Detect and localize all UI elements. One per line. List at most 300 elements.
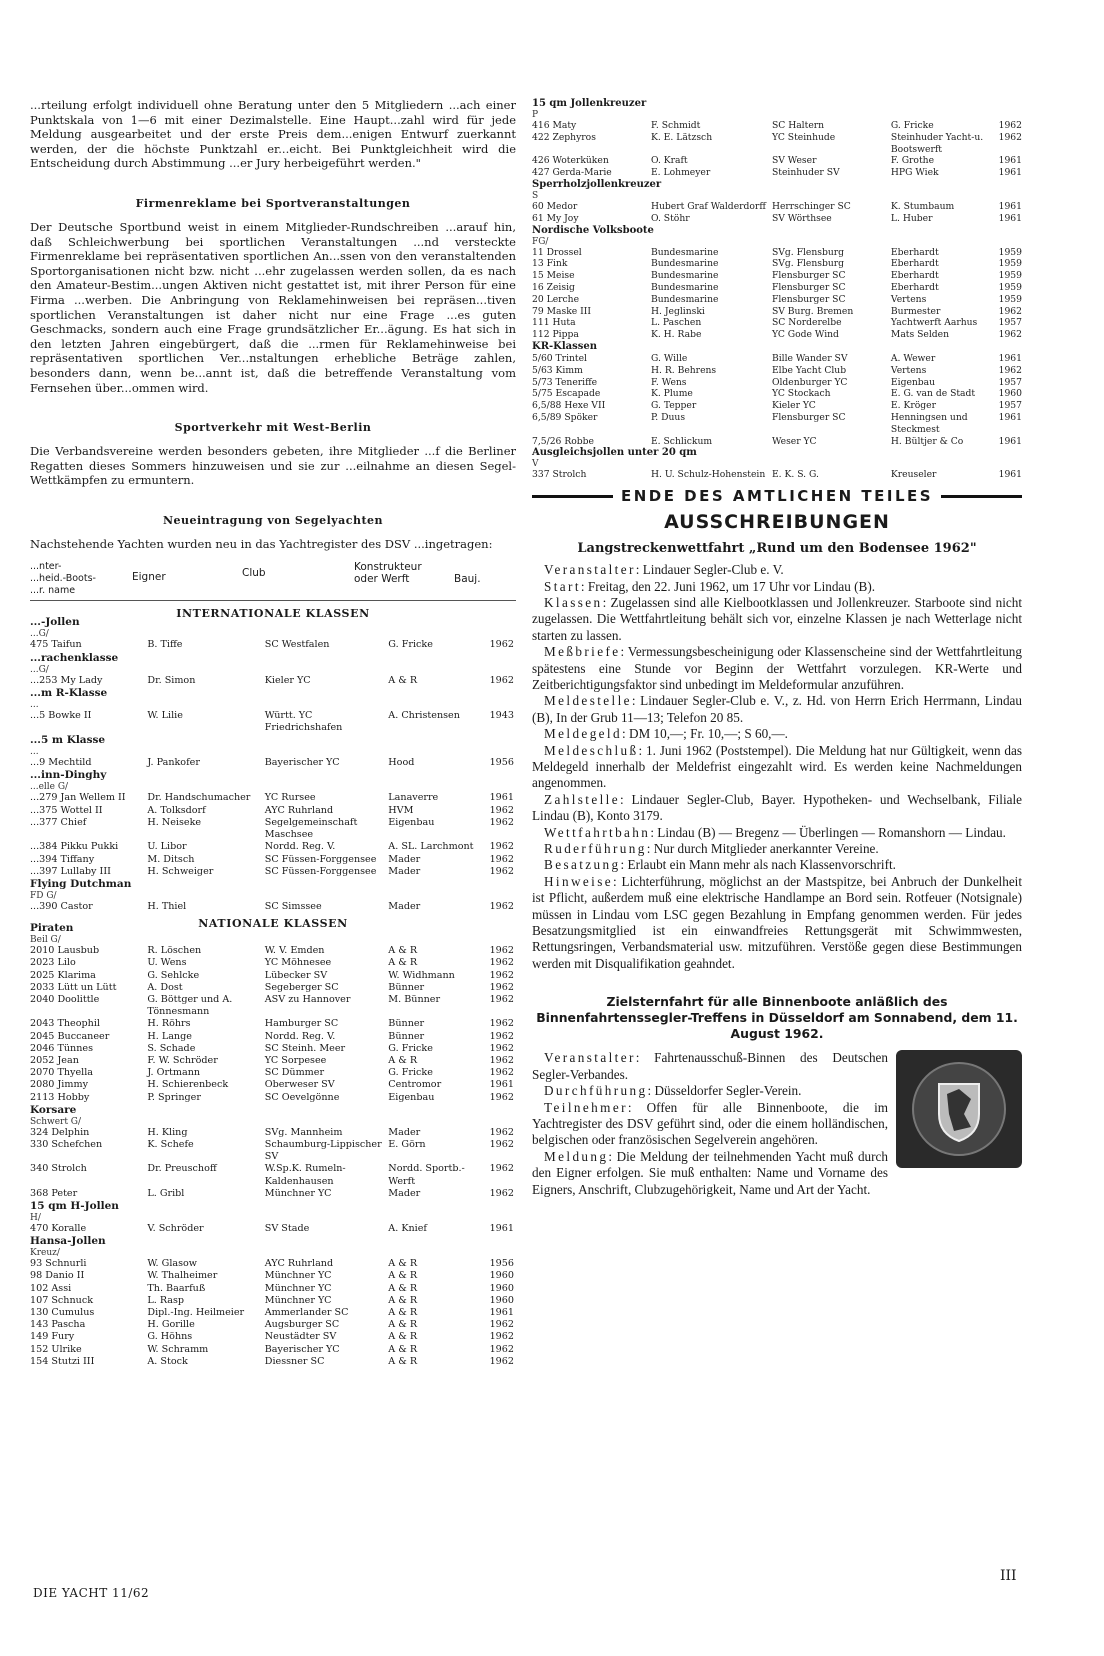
end-official-banner (532, 487, 1022, 505)
cell-year: 1959 (998, 293, 1022, 305)
section-title-berlin: Sportverkehr mit West-Berlin (174, 421, 372, 435)
table-row (30, 1055, 516, 1067)
announcement-zielsternfahrt-title: Zielsternfahrt für alle Binnenboote anläßlich des Binnenfahrtenssegler-Treffens in Düsseldorf am Sonnabend, dem 11. August 1962. (536, 994, 1018, 1042)
cell-owner: A. Stock (147, 1355, 188, 1367)
section-text-firmenreklame: Der Deutsche Sportbund weist in einem Mitglieder-Rundschreiben ...arauf hin, daß Schleichwerbung bei sportlichen Veranstaltungen ...nd versteckte Firmenreklame bei repräsentativen sportlichen An...ssen von den veranstaltenden Sportorganisationen nicht bzw. nicht ...ehr zugelassen werden sollen, da es nach den Amateur-Bestim...ungen Aktiven nicht gestattet ist, mit ihrer Person für eine Firma ...werben. Die Anbringung von Reklamehinweisen bei repräsen...tiven sportlichen Veranstaltungen ist daher nicht nur eine Frage ...es guten Geschmacks, sondern auch eine Frage grundsätzlicher Er...ägung. Es hat sich in den letzten Jahren eingebürgert, daß die ...rmen für Reklamehinweise bei repräsentativen sportlichen Ver...nstaltungen erhebliche Beträge zahlen, besonders dann, wenn be...annt ist, daß die betreffende Veranstaltung vom Fernsehen über...ommen wird. (30, 219, 516, 395)
footer-issue: DIE YACHT 11/62 (33, 1586, 150, 1600)
table-row (30, 1139, 516, 1163)
table-row (30, 805, 516, 817)
item-text: : Lindau (B) — Bregenz — Überlingen — Romanshorn — Lindau. (650, 824, 1006, 840)
cell-boat: 2033 Lütt un Lütt (30, 981, 117, 993)
cell-builder: Eberhardt (890, 258, 939, 270)
cell-boat: 2043 Theophil (30, 1018, 100, 1030)
cell-year: 1959 (998, 281, 1022, 293)
cell-club: SV Weser (771, 155, 817, 167)
cell-boat: ...5 Bowke II (30, 709, 92, 721)
cell-club: Nordd. Reg. V. (264, 1030, 336, 1042)
yacht-rows-table (532, 201, 1022, 225)
cell-boat: 2052 Jean (30, 1054, 79, 1066)
header-divider (30, 600, 516, 601)
cell-club: Flensburger SC (771, 411, 846, 423)
cell-club: SVg. Flensburg (771, 258, 845, 270)
cell-boat: 324 Delphin (30, 1126, 90, 1138)
cell-boat: 475 Taifun (30, 639, 82, 651)
cell-boat: 422 Zephyros (532, 131, 596, 143)
cell-club: SC Oevelgönne (264, 1091, 340, 1103)
cell-club: SV Burg. Bremen (771, 305, 854, 317)
item-text: : Offen für alle Binnenboote, die im Yachtregister des DSV geführt sind, oder die einem holländischen, belgischen oder französischen Segelverein angehören. (532, 1099, 888, 1148)
cell-boat: ...279 Jan Wellem II (30, 792, 126, 804)
yacht-rows-table (30, 792, 516, 877)
announcement-item (532, 792, 1022, 825)
cell-club: Münchner YC (264, 1270, 332, 1282)
cell-owner: P. Duus (650, 411, 686, 423)
table-row (30, 1356, 516, 1368)
cell-club: Württ. YC Friedrichshafen (264, 709, 343, 734)
cell-boat: 2010 Lausbub (30, 945, 100, 957)
announcement-item (532, 874, 1022, 972)
cell-owner: H. Kling (147, 1126, 188, 1138)
cell-builder: G. Fricke (388, 1042, 433, 1054)
cell-year: 1962 (489, 981, 514, 993)
cell-boat: 107 Schnuck (30, 1294, 94, 1306)
class-sail-mark: P (532, 110, 539, 120)
cell-owner: H. Jeglinski (650, 305, 705, 317)
table-row (30, 982, 516, 994)
cell-year: 1962 (489, 841, 514, 853)
cell-year: 1962 (489, 1163, 514, 1175)
end-official-text: ENDE DES AMTLICHEN TEILES (620, 487, 934, 506)
cell-owner: U. Libor (147, 841, 187, 853)
yacht-rows-table (30, 710, 516, 734)
cell-builder: Centromor (388, 1079, 442, 1091)
cell-owner: A. Dost (147, 981, 183, 993)
table-row (532, 247, 1022, 259)
natl-classes-list (30, 922, 516, 1368)
cell-club: Münchner YC (264, 1294, 332, 1306)
cell-club: Oldenburger YC (771, 376, 848, 388)
cell-builder: Yachtwerft Aarhus (890, 317, 978, 329)
cell-builder: Vertens (890, 364, 927, 376)
cell-year: 1962 (998, 329, 1022, 341)
cell-owner: H. Lange (147, 1030, 192, 1042)
item-text: : Lindauer Segler-Club e. V., z. Hd. von Herrn Erich Herrmann, Lindau (B), In der Grub 11—13; Telefon 20 85. (532, 693, 1022, 725)
cell-builder: A & R (388, 1258, 418, 1270)
cell-year: 1961 (489, 792, 514, 804)
cell-owner: W. Thalheimer (147, 1270, 218, 1282)
cell-boat: 20 Lerche (532, 293, 580, 305)
cell-builder: L. Huber (890, 212, 933, 224)
cell-year: 1962 (489, 1030, 514, 1042)
cell-owner: G. Sehlcke (147, 969, 200, 981)
right-yacht-list (532, 98, 1022, 481)
table-row (532, 282, 1022, 294)
cell-builder: A & R (388, 1270, 418, 1282)
shield-icon (909, 1059, 1009, 1159)
cell-year: 1962 (489, 1331, 514, 1343)
class-heading: Korsare (30, 1103, 77, 1116)
yacht-table-header (30, 561, 516, 597)
cell-year: 1957 (998, 400, 1022, 412)
table-row (532, 270, 1022, 282)
class-sail-mark: ...elle G/ (30, 782, 69, 793)
table-row (30, 866, 516, 878)
cell-owner: R. Löschen (147, 945, 202, 957)
cell-club: Bayerischer YC (264, 1343, 340, 1355)
class-heading: ...rachenklasse (30, 651, 119, 664)
cell-owner: V. Schröder (147, 1222, 204, 1234)
cell-builder: A & R (388, 1306, 418, 1318)
table-row (30, 901, 516, 913)
cell-builder: Eberhardt (890, 246, 939, 258)
cell-year: 1956 (489, 1258, 514, 1270)
yacht-rows-table (532, 353, 1022, 447)
item-text: : Düsseldorfer Segler-Verein. (647, 1083, 802, 1099)
right-column (532, 98, 1022, 1198)
cell-boat: 416 Maty (532, 120, 577, 131)
cell-club: Elbe Yacht Club (771, 364, 847, 376)
cell-owner: Dr. Preuschoff (147, 1163, 217, 1175)
cell-club: Bille Wander SV (771, 352, 848, 364)
cell-club: SC Füssen-Forggensee (264, 865, 377, 877)
class-sail-mark: ... (30, 699, 39, 710)
cell-owner: H. Schweiger (147, 865, 214, 877)
cell-club: YC Möhnesee (264, 957, 332, 969)
cell-builder: E. Kröger (890, 400, 936, 412)
item-text: : Lindauer Segler-Club e. V. (635, 562, 784, 578)
announcement-item (532, 644, 1022, 693)
cell-owner: Dr. Simon (147, 674, 196, 686)
table-row (30, 675, 516, 687)
cell-builder: E. G. van de Stadt (890, 388, 976, 400)
announcement-item (532, 841, 1022, 857)
class-heading: Piraten (30, 922, 74, 935)
cell-boat: ...253 My Lady (30, 674, 103, 686)
cell-year: 1957 (998, 376, 1022, 388)
cell-club: SVg. Flensburg (771, 246, 845, 258)
header-boat-name: ...nter- ...heid.-Boots- ...r. name (30, 561, 96, 597)
cell-year: 1962 (489, 1126, 514, 1138)
cell-club: Weser YC (771, 435, 817, 447)
cell-owner: Bundesmarine (650, 258, 719, 270)
banner-line-left (532, 495, 613, 498)
cell-year: 1962 (489, 969, 514, 981)
class-sail-mark: FG/ (532, 236, 549, 247)
table-row (532, 365, 1022, 377)
table-row (30, 710, 516, 734)
cell-club: Flensburger SC (771, 293, 846, 305)
cell-boat: 111 Huta (532, 317, 576, 329)
item-text: : Die Meldung der teilnehmenden Yacht muß durch den Eigner erfolgen. Sie muß enthalten: Name und Vorname des Eigners, Anschrift, Clubzugehörigkeit, Name und Art der Yacht. (532, 1148, 888, 1197)
announcement-item (532, 562, 1022, 578)
cell-year: 1962 (489, 853, 514, 865)
cell-year: 1962 (998, 364, 1022, 376)
cell-club: Flensburger SC (771, 270, 846, 282)
cell-year: 1959 (998, 258, 1022, 270)
cell-owner: F. Wens (650, 376, 687, 388)
yacht-rows-table (532, 247, 1022, 341)
cell-year: 1943 (489, 709, 514, 721)
cell-builder: Eigenbau (388, 1091, 435, 1103)
announcement-item (532, 825, 1022, 841)
item-label: Durchführung (544, 1083, 648, 1099)
item-label: Klassen (544, 594, 603, 610)
cell-boat: 2025 Klarima (30, 969, 96, 981)
cell-owner: K. Schefe (147, 1138, 194, 1150)
class-heading: 15 qm H-Jollen (30, 1199, 119, 1212)
cell-boat: ...394 Tiffany (30, 853, 95, 865)
table-row (30, 1344, 516, 1356)
class-sail-mark: V (532, 459, 539, 470)
yacht-rows-table (30, 1223, 516, 1235)
item-text: : Erlaubt ein Mann mehr als nach Klassenvorschrift. (620, 857, 896, 873)
table-row (30, 841, 516, 853)
header-year: Bauj. (454, 573, 481, 586)
cell-year: 1962 (489, 900, 514, 912)
cell-year: 1961 (998, 469, 1022, 481)
cell-boat: 61 My Joy (532, 212, 579, 224)
cell-owner: L. Paschen (650, 317, 702, 329)
section-text-berlin: Die Verbandsvereine werden besonders gebeten, ihre Mitglieder ...f die Berliner Regatten dieses Sommers hinzuweisen und sie zur ...eilnahme an diesen Segel-Wettkämpfen zu ermuntern. (30, 444, 516, 488)
yacht-rows-table (30, 1258, 516, 1368)
cell-club: Oberweser SV (264, 1079, 335, 1091)
intro-paragraph: ...rteilung erfolgt individuell ohne Beratung unter den 5 Mitgliedern ...ach einer Punktskala von 1—6 mit einer Dezimalstelle. Eine Haupt...zahl wird für jede Meldung ausgearbeitet und der erste Preis dem...enigen Entwurf zuerkannt werden, der die höchste Punktzahl er...eicht. Bei Punktgleichheit wird die Entscheidung durch Abstimmung ...er Jury herbeigeführt werden." (30, 98, 516, 171)
cell-builder: A. SL. Larchmont (388, 841, 474, 853)
cell-owner: L. Rasp (147, 1294, 185, 1306)
cell-club: YC Steinhude (771, 131, 836, 143)
cell-boat: 6,5/89 Spöker (532, 411, 598, 423)
class-heading: 15 qm Jollenkreuzer (532, 98, 647, 109)
cell-owner: W. Schramm (147, 1343, 209, 1355)
cell-boat: 368 Peter (30, 1187, 78, 1199)
cell-builder: H. Bültjer & Co (890, 435, 964, 447)
cell-boat: 2045 Buccaneer (30, 1030, 110, 1042)
cell-club: AYC Ruhrland (264, 804, 334, 816)
item-label: Start (544, 578, 581, 594)
table-row (30, 1283, 516, 1295)
cell-boat: 2080 Jimmy (30, 1079, 88, 1091)
table-row (30, 945, 516, 957)
cell-year: 1959 (998, 246, 1022, 258)
item-label: Teilnehmer (544, 1099, 628, 1115)
cell-owner: K. Plume (650, 388, 693, 400)
cell-builder: A & R (388, 1054, 418, 1066)
item-label: Wettfahrtbahn (544, 824, 651, 840)
cell-boat: 149 Fury (30, 1331, 75, 1343)
table-row (30, 1307, 516, 1319)
cell-club: YC Stockach (771, 388, 831, 400)
cell-year: 1961 (998, 411, 1022, 423)
cell-owner: J. Ortmann (147, 1067, 201, 1079)
cell-builder: Mader (388, 865, 421, 877)
cell-club: Neustädter SV (264, 1331, 337, 1343)
club-emblem-image (896, 1050, 1022, 1168)
cell-year: 1962 (489, 957, 514, 969)
cell-year: 1957 (998, 317, 1022, 329)
cell-owner: K. H. Rabe (650, 329, 702, 341)
cell-year: 1962 (998, 120, 1022, 131)
cell-builder: Eigenbau (890, 376, 936, 388)
cell-club: SVg. Mannheim (264, 1126, 343, 1138)
cell-owner: J. Pankofer (147, 757, 200, 769)
cell-builder: Bünner (388, 1030, 425, 1042)
item-text: : Nur durch Mitglieder anerkannter Vereine. (646, 841, 879, 857)
table-row (532, 400, 1022, 412)
cell-owner: O. Kraft (650, 155, 688, 167)
cell-year: 1962 (489, 1355, 514, 1367)
cell-boat: 5/75 Escapade (532, 388, 601, 400)
cell-owner: F. W. Schröder (147, 1054, 218, 1066)
cell-boat: ...377 Chief (30, 816, 87, 828)
item-label: Besatzung (544, 857, 621, 873)
table-row (30, 792, 516, 804)
cell-owner: Dipl.-Ing. Heilmeier (147, 1306, 245, 1318)
cell-owner: B. Tiffe (147, 639, 183, 651)
item-label: Veranstalter (544, 1050, 636, 1066)
cell-boat: 112 Pippa (532, 329, 579, 341)
cell-builder: E. Görn (388, 1138, 426, 1150)
class-heading: ...5 m Klasse (30, 734, 106, 747)
table-row (532, 155, 1022, 167)
cell-club: SC Westfalen (264, 639, 330, 651)
left-column (30, 98, 516, 1368)
class-heading: Nordische Volksboote (532, 224, 654, 236)
yacht-rows-table (30, 901, 516, 913)
yacht-rows-table (30, 639, 516, 651)
cell-owner: A. Tolksdorf (147, 804, 206, 816)
cell-year: 1961 (998, 435, 1022, 447)
cell-year: 1961 (998, 352, 1022, 364)
cell-boat: 98 Danio II (30, 1270, 85, 1282)
table-row (532, 329, 1022, 341)
cell-club: Schaumburg-Lippischer SV (264, 1138, 382, 1163)
item-label: Ruderführung (544, 841, 647, 857)
announcement-bodensee-title: Langstreckenwettfahrt „Rund um den Bodensee 1962" (577, 541, 977, 557)
cell-builder: Mader (388, 1187, 421, 1199)
cell-year: 1962 (489, 1343, 514, 1355)
cell-club: W. V. Emden (264, 945, 325, 957)
cell-boat: 7,5/26 Robbe (532, 435, 594, 447)
cell-builder: Kreuseler (890, 469, 937, 481)
cell-year: 1962 (489, 993, 514, 1005)
item-label: Meldung (544, 1148, 609, 1164)
cell-builder: G. Fricke (388, 639, 433, 651)
ausschreibungen-heading: AUSSCHREIBUNGEN (664, 511, 890, 534)
cell-boat: 426 Woterküken (532, 155, 609, 167)
cell-year: 1960 (489, 1270, 514, 1282)
table-row (30, 994, 516, 1018)
cell-year: 1962 (489, 1138, 514, 1150)
cell-year: 1961 (998, 155, 1022, 167)
cell-club: SC Haltern (771, 120, 825, 131)
cell-year: 1962 (489, 639, 514, 651)
cell-builder: A. Christensen (388, 709, 460, 721)
cell-boat: 2070 Thyella (30, 1067, 93, 1079)
cell-club: Augsburger SC (264, 1319, 340, 1331)
cell-club: SC Füssen-Forggensee (264, 853, 377, 865)
cell-boat: 102 Assi (30, 1282, 72, 1294)
table-row (30, 1331, 516, 1343)
cell-owner: Th. Baarfuß (147, 1282, 206, 1294)
cell-builder: HPG Wiek (890, 167, 939, 179)
cell-year: 1962 (489, 1187, 514, 1199)
table-row (30, 854, 516, 866)
cell-year: 1962 (998, 305, 1022, 317)
cell-boat: 11 Drossel (532, 246, 582, 258)
cell-boat: 16 Zeisig (532, 281, 575, 293)
table-row (532, 388, 1022, 400)
cell-builder: A & R (388, 1331, 418, 1343)
cell-owner: W. Lilie (147, 709, 183, 721)
cell-builder: Mader (388, 1126, 421, 1138)
cell-owner: G. Höhns (147, 1331, 193, 1343)
table-row (30, 1079, 516, 1091)
cell-owner: H. Röhrs (147, 1018, 191, 1030)
table-row (532, 377, 1022, 389)
cell-year: 1962 (489, 1067, 514, 1079)
cell-builder: G. Fricke (388, 1067, 433, 1079)
section-title-firmenreklame: Firmenreklame bei Sportveranstaltungen (135, 196, 411, 210)
cell-builder: A. Wewer (890, 352, 936, 364)
cell-builder: Mader (388, 853, 421, 865)
cell-owner: Bundesmarine (650, 270, 719, 282)
item-text: : 1. Juni 1962 (Poststempel). Die Meldung hat nur Gültigkeit, wenn das Meldegeld innerhalb der Meldefrist eingezahlt wird. Es werden keine Nachmeldungen angenommen. (532, 742, 1022, 791)
cell-club: SV Stade (264, 1222, 310, 1234)
cell-boat: 13 Fink (532, 258, 568, 270)
cell-boat: 152 Ulrike (30, 1343, 82, 1355)
cell-boat: 337 Strolch (532, 469, 587, 481)
cell-owner: Bundesmarine (650, 246, 719, 258)
cell-owner: Bundesmarine (650, 281, 719, 293)
cell-club: SC Simssee (264, 900, 322, 912)
item-text: : Vermessungsbescheinigung oder Klassenscheine sind der Wettfahrtleitung spätestens eine Stunde vor Beginn der Wettfahrt vorzulegen. KR-Werte und Zeitberichtigungsfaktor sind unbedingt im Meldeformular anzuführen. (532, 644, 1022, 692)
cell-owner: L. Gribl (147, 1187, 185, 1199)
cell-club: Münchner YC (264, 1282, 332, 1294)
cell-builder: A & R (388, 674, 418, 686)
table-row (532, 213, 1022, 225)
cell-club: Segeberger SC (264, 981, 339, 993)
cell-builder: Henningsen und Steckmest (890, 411, 968, 435)
cell-builder: Nordd. Sportb.-Werft (388, 1163, 465, 1187)
yacht-rows-table (30, 757, 516, 769)
item-label: Zahlstelle (544, 791, 620, 807)
cell-year: 1961 (489, 1222, 514, 1234)
table-row (30, 1223, 516, 1235)
cell-builder: A. Knief (388, 1222, 427, 1234)
header-owner: Eigner (132, 571, 166, 584)
cell-owner: G. Wille (650, 352, 688, 364)
cell-club: W.Sp.K. Rumeln-Kaldenhausen (264, 1163, 346, 1187)
cell-boat: 154 Stutzi III (30, 1355, 95, 1367)
cell-club: Ammerlander SC (264, 1306, 349, 1318)
cell-boat: 5/60 Trintel (532, 352, 587, 364)
cell-boat: 340 Strolch (30, 1163, 87, 1175)
cell-club: ASV zu Hannover (264, 993, 351, 1005)
table-row (532, 306, 1022, 318)
cell-owner: H. Neiseke (147, 816, 202, 828)
cell-club: SC Norderelbe (771, 317, 842, 329)
cell-year: 1962 (489, 1091, 514, 1103)
header-club: Club (242, 567, 266, 580)
item-label: Meldegeld (544, 726, 622, 742)
yacht-rows-table (532, 120, 1022, 179)
cell-owner: Dr. Handschumacher (147, 792, 251, 804)
item-label: Meßbriefe (544, 644, 621, 660)
table-row (532, 132, 1022, 156)
item-text: : Lindauer Segler-Club, Bayer. Hypotheken- und Wechselbank, Filiale Lindau (B), Konto 3179. (532, 791, 1022, 824)
cell-boat: 79 Maske III (532, 305, 592, 317)
table-row (30, 1043, 516, 1055)
